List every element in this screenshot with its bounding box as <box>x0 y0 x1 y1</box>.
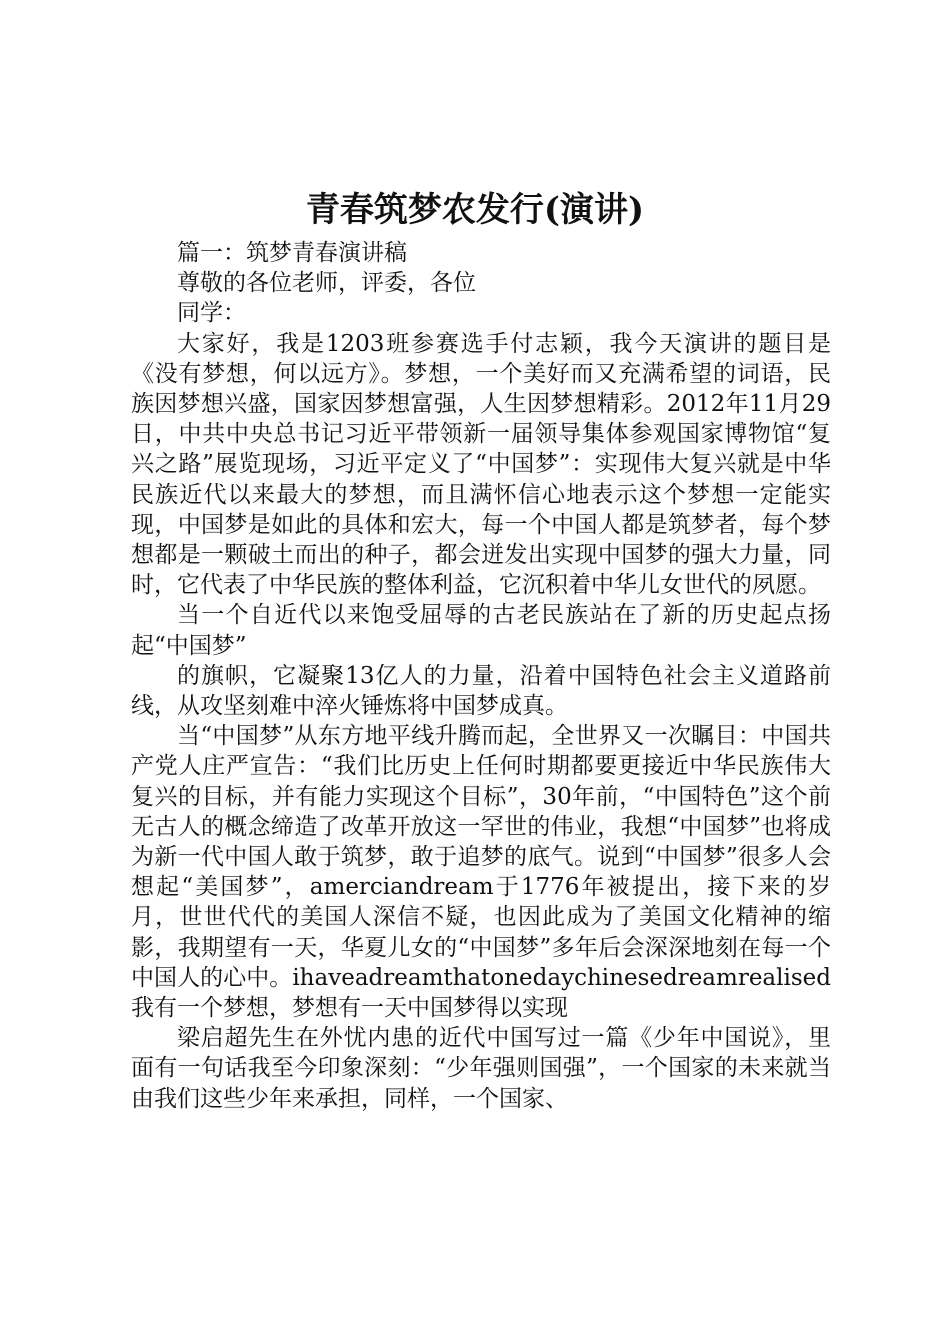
paragraph-2-cont: 的旗帜，它凝聚13亿人的力量，沿着中国特色社会主义道路前线，从攻坚刻难中淬火锤炼将中国梦成真。 <box>131 662 831 720</box>
paragraph-4: 梁启超先生在外忧内患的近代中国写过一篇《少年中国说》，里面有一句话我至今印象深刻：“少年强则国强”，一个国家的未来就当由我们这些少年来承担，同样，一个国家、 <box>131 1025 831 1112</box>
paragraph-2: 当一个自近代以来饱受屈辱的古老民族站在了新的历史起点扬起“中国梦” <box>131 602 831 659</box>
paragraph-heading: 篇一：筑梦青春演讲稿 <box>177 240 407 266</box>
paragraph-salutation-cont: 同学： <box>177 300 246 327</box>
paragraph-salutation: 尊敬的各位老师，评委，各位 <box>177 270 476 297</box>
document-body <box>131 238 831 1114</box>
paragraph-1: 大家好，我是1203班参赛选手付志颖，我今天演讲的题目是《没有梦想，何以远方》。梦想，一个美好而又充满希望的词语，民族因梦想兴盛，国家因梦想富强，人生因梦想精彩。2012年11月29日，中共中央总书记习近平带领新一届领导集体参观国家博物馆“复兴之路”展览现场，习近平定义了“中国梦”：实现伟大复兴就是中华民族近代以来最大的梦想，而且满怀信心地表示这个梦想一定能实现，中国梦是如此的具体和宏大，每一个中国人都是筑梦者，每个梦想都是一颗破土而出的种子，都会迸发出实现中国梦的强大力量，同时，它代表了中华民族的整体利益，它沉积着中华儿女世代的夙愿。 <box>131 330 831 599</box>
paragraph-3: 当“中国梦”从东方地平线升腾而起，全世界又一次瞩目：中国共产党人庄严宣告：“我们比历史上任何时期都要更接近中华民族伟大复兴的目标，并有能力实现这个目标”，30年前，“中国特色”这个前无古人的概念缔造了改革开放这一罕世的伟业，我想“中国梦”也将成为新一代中国人敢于筑梦，敢于追梦的底气。说到“中国梦”很多人会想起“美国梦”，amerciandream于1776年被提出，接下来的岁月，世世代代的美国人深信不疑，也因此成为了美国文化精神的缩影，我期望有一天，华夏儿女的“中国梦”多年后会深深地刻在每一个中国人的心中。ihaveadreamthatonedaychinesedreamrealised我有一个梦想，梦想有一天中国梦得以实现 <box>131 723 831 1022</box>
document-title: 青春筑梦农发行(演讲) <box>305 190 645 230</box>
